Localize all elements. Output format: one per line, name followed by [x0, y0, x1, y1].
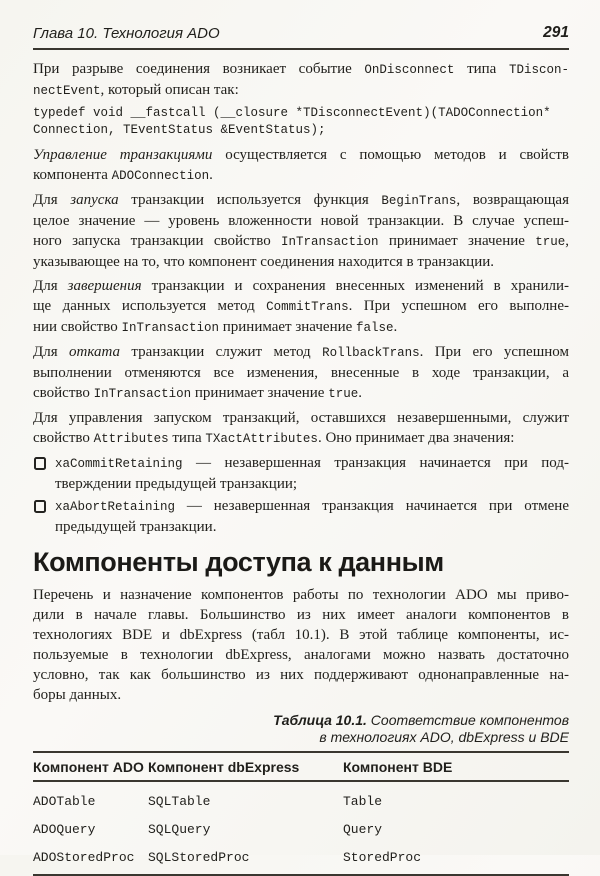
text-line [55, 517, 569, 537]
section-heading: Компоненты доступа к данным [33, 547, 444, 577]
text-run: пользуемые в технологии dbExpress, аналогами можно назвать достаточно [33, 647, 569, 663]
text-line [33, 276, 569, 296]
text-run: транзакции служит метод [120, 344, 323, 360]
text-run: принимает значение [191, 385, 329, 401]
text-run: боры данных. [33, 687, 122, 703]
paragraph-rollbacktrans [33, 342, 569, 404]
table-cell: Table [343, 794, 383, 809]
table-row [33, 781, 569, 810]
text-line [33, 585, 569, 605]
table-cell: SQLQuery [148, 822, 211, 837]
text-run: Connection, TEventStatus &EventStatus); [33, 123, 326, 137]
table-caption-line2: в технологиях ADO, dbExpress и BDE [319, 728, 569, 745]
bullet-item-commit-retaining [33, 453, 569, 494]
table-cell: SQLStoredProc [148, 850, 250, 865]
inline-code: false [356, 321, 394, 335]
text-run: предыдущей транзакции. [55, 519, 217, 535]
square-bullet-icon [34, 500, 46, 513]
paragraph-components-overview [33, 585, 569, 705]
text-run: компонента [33, 167, 112, 183]
text-run: свойство [33, 430, 94, 446]
text-line [55, 453, 569, 474]
text-run: При разрыве соединения возникает событие [33, 61, 365, 77]
inline-code: true [328, 387, 359, 401]
components-comparison-table [33, 751, 569, 876]
bullet-text [55, 453, 569, 494]
text-run: типа [454, 61, 509, 77]
inline-code: InTransaction [93, 387, 192, 401]
inline-code: true [535, 235, 566, 249]
paragraph-attributes [33, 408, 569, 449]
inline-code: ADOConnection [111, 169, 210, 183]
inline-code: TDiscon- [508, 63, 569, 77]
text-line [33, 363, 569, 383]
text-run: Перечень и назначение компонентов работы по технологии ADO мы приво- [33, 587, 569, 603]
paragraph-disconnect-event [33, 59, 569, 101]
table-row [33, 838, 569, 875]
text-run: технологиях BDE и dbExpress (табл 10.1). В этой таблице компоненты, ис- [33, 627, 569, 643]
table-cell: ADOTable [33, 794, 96, 809]
text-run: транзакции используется функция [118, 192, 382, 208]
text-run: Для [33, 344, 70, 360]
text-line [33, 165, 569, 186]
text-line [33, 665, 569, 685]
inline-code: CommitTrans [266, 300, 349, 314]
text-line [33, 211, 569, 231]
text-run: . Оно принимает два значения: [317, 430, 515, 446]
text-run: дили в начале главы. Большинство из них имеет аналоги компонентов в [33, 607, 569, 623]
text-run: — незавершенная транзакция начинается при отмене [175, 498, 569, 514]
text-line [33, 685, 569, 705]
inline-code: OnDisconnect [364, 63, 455, 77]
italic-text-run: завершения [67, 278, 142, 294]
code-block-typedef [33, 105, 569, 139]
text-run: Для [33, 192, 71, 208]
text-line [33, 408, 569, 428]
inline-code: InTransaction [121, 321, 219, 335]
table-caption-line1 [33, 712, 569, 729]
text-line [33, 383, 569, 404]
text-run: ного запуска транзакции свойство [33, 233, 282, 249]
inline-code: BeginTrans [381, 194, 457, 208]
table-caption-number: Таблица 10.1. [273, 712, 367, 728]
text-run: . [358, 385, 362, 401]
text-run: тверждении предыдущей транзакции; [55, 476, 298, 492]
table-cell: Query [343, 822, 383, 837]
text-line [33, 317, 569, 338]
text-line [55, 496, 569, 517]
table-caption [33, 712, 569, 745]
text-line [33, 231, 569, 252]
text-run: выполнении отменяются все изменения, внесенные в ходе транзакции, а [33, 365, 569, 381]
inline-code: TXactAttributes [205, 432, 318, 446]
inline-code: nectEvent [33, 84, 101, 98]
inline-code: xaAbortRetaining [55, 500, 176, 514]
table-header-row [33, 752, 569, 781]
running-title: Глава 10. Технология ADO [33, 25, 220, 42]
text-line [33, 59, 569, 80]
text-run: — незавершенная транзакция начинается при под- [182, 455, 569, 471]
inline-code: Attributes [93, 432, 169, 446]
text-run: осуществляется с помощью методов и свойств [212, 147, 570, 163]
inline-code: xaCommitRetaining [55, 457, 183, 471]
text-line [33, 342, 569, 363]
paragraph-committrans [33, 276, 569, 338]
table-caption-text: Соответствие компонентов [366, 712, 569, 728]
text-run: принимает значение [218, 319, 357, 335]
text-line [33, 428, 569, 449]
text-run: типа [168, 430, 206, 446]
text-line [33, 625, 569, 645]
column-header-bde: Компонент BDE [343, 752, 569, 781]
text-run: нии свойство [33, 319, 122, 335]
italic-text-run: Управление транзакциями [33, 147, 213, 163]
text-run: условно, так как большинство из них поддерживают однонаправленные на- [33, 667, 569, 683]
text-run: , [565, 233, 569, 249]
table-cell: StoredProc [343, 850, 422, 865]
text-run: ще данных используется метод [33, 298, 267, 314]
table-row [33, 810, 569, 838]
table-cell: ADOQuery [33, 822, 96, 837]
text-run: . [209, 167, 213, 183]
page-number: 291 [543, 24, 569, 41]
text-line [33, 105, 569, 122]
bullet-item-abort-retaining [33, 496, 569, 537]
square-bullet-icon [34, 457, 46, 470]
text-line [33, 145, 569, 165]
text-run: указывающее на то, что компонент соединения находится в транзакции. [33, 254, 495, 270]
table-cell: ADOStoredProc [33, 850, 135, 865]
text-run: Для [33, 278, 68, 294]
paragraph-transaction-management [33, 145, 569, 186]
text-line [33, 252, 569, 272]
text-run: . [393, 319, 398, 335]
paragraph-begintrans [33, 190, 569, 272]
inline-code: RollbackTrans [322, 346, 420, 360]
text-run: транзакции и сохранения внесенных изменений в хранили- [141, 278, 569, 294]
text-line [33, 122, 569, 139]
text-run: свойство [33, 385, 94, 401]
text-line [33, 605, 569, 625]
text-run: принимает значение [378, 233, 536, 249]
running-header [33, 24, 569, 50]
text-line [55, 474, 569, 494]
italic-text-run: запуска [70, 192, 119, 208]
text-run: typedef void __fastcall (__closure *TDisconnectEvent)(TADOConnection* [33, 106, 551, 120]
text-run: , возвращающая [456, 192, 569, 208]
text-line [33, 190, 569, 211]
italic-text-run: отката [69, 344, 121, 360]
column-header-ado: Компонент ADO [33, 752, 148, 781]
bullet-text [55, 496, 569, 537]
table-cell: SQLTable [148, 794, 211, 809]
text-run: Для управления запуском транзакций, оставшихся незавершенными, служит [33, 410, 569, 426]
text-line [33, 645, 569, 665]
text-line [33, 296, 569, 317]
inline-code: InTransaction [281, 235, 379, 249]
text-line [33, 80, 569, 101]
page-content [33, 59, 569, 876]
text-run: . При его успешном [419, 344, 569, 360]
text-run: . При успешном его выполне- [348, 298, 569, 314]
text-run: , который описан так: [100, 82, 239, 98]
text-run: целое значение — уровень вложенности новой транзакции. В случае успеш- [33, 213, 569, 229]
column-header-dbexpress: Компонент dbExpress [148, 752, 343, 781]
